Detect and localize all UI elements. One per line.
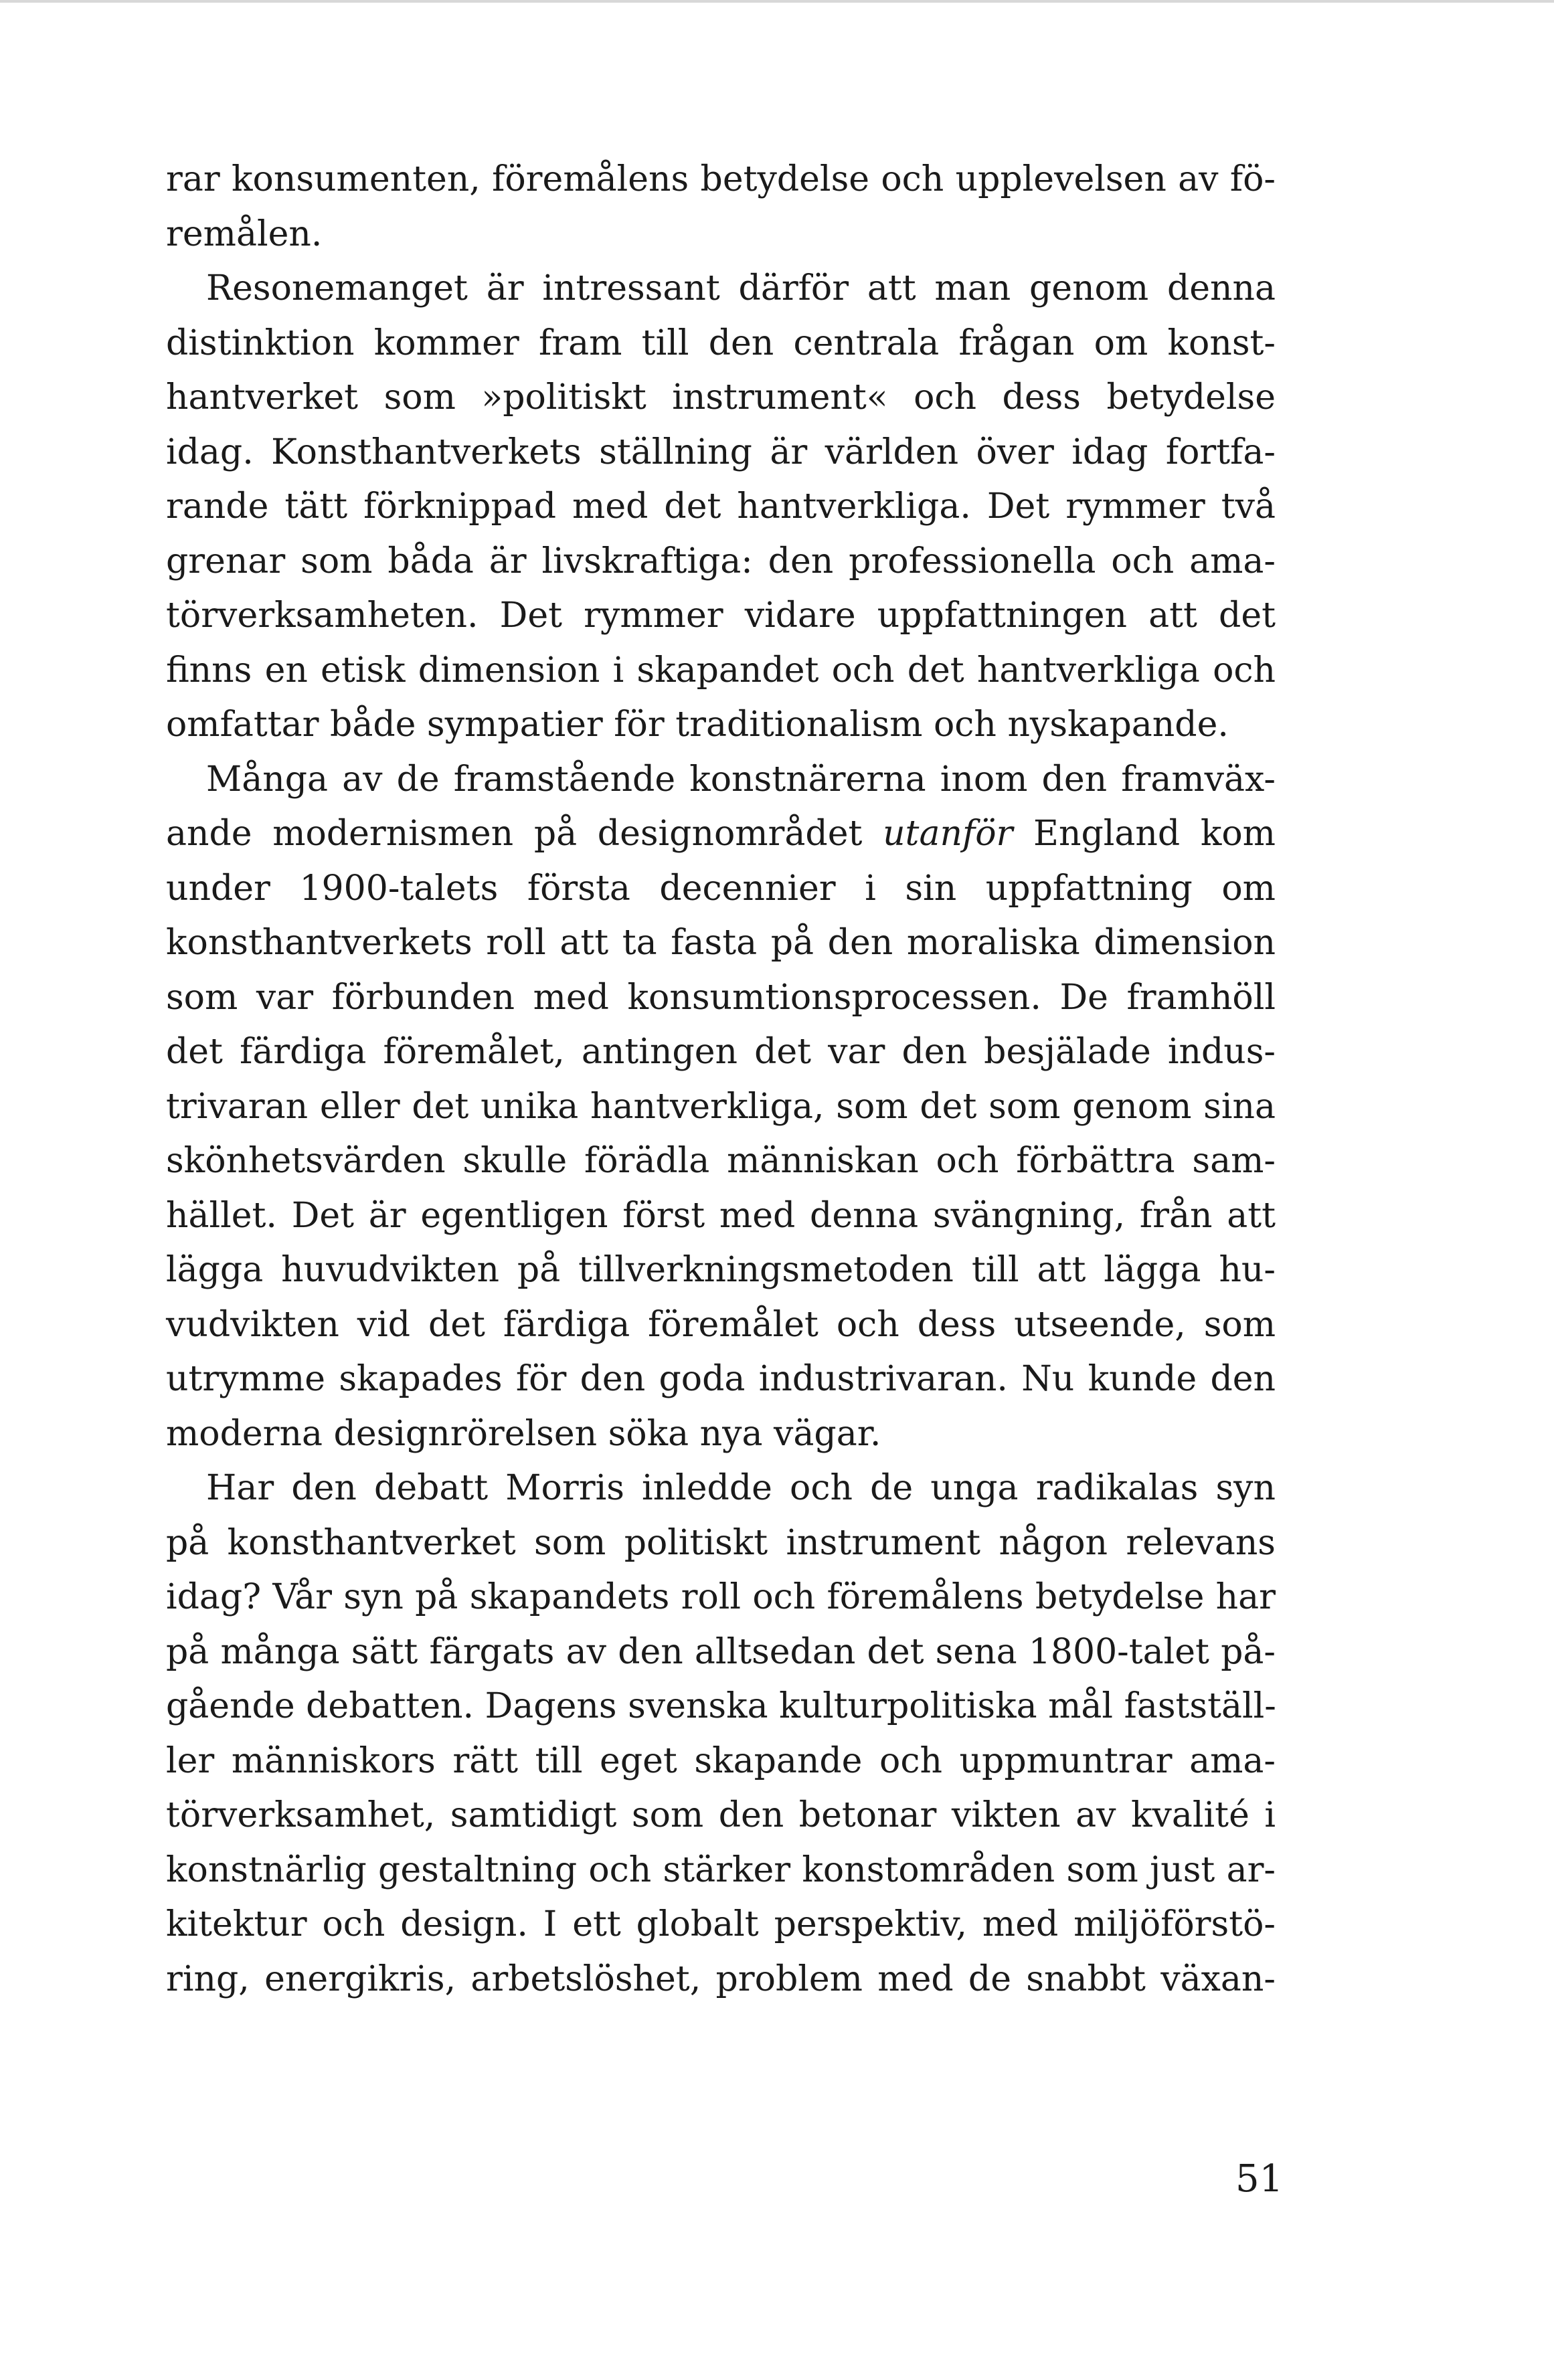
text-line: konstnärlig gestaltning och stärker konstområden som just ar- [166, 1849, 1276, 1890]
text-line: grenar som båda är livskraftiga: den professionella och ama- [166, 541, 1276, 581]
text-line: moderna designrörelsen söka nya vägar. [166, 1413, 881, 1454]
text-line: ande modernismen på designområdet utanför England kom [166, 814, 1276, 854]
text-line: distinktion kommer fram till den centrala frågan om konst- [166, 323, 1276, 363]
text-line: törverksamhet, samtidigt som den betonar vikten av kvalité i [166, 1795, 1276, 1835]
text-line: under 1900-talets första decennier i sin uppfattning om [166, 868, 1276, 909]
text-line: det färdiga föremålet, antingen det var den besjälade indus- [166, 1032, 1276, 1072]
text-line: idag? Vår syn på skapandets roll och föremålens betydelse har [166, 1577, 1276, 1617]
text-line: på konsthantverket som politiskt instrument någon relevans [166, 1522, 1276, 1563]
text-line: hället. Det är egentligen först med denna svängning, från att [166, 1195, 1276, 1236]
text-line: hantverket som »politiskt instrument« och dess betydelse [166, 377, 1276, 418]
text-line: finns en etisk dimension i skapandet och det hantverkliga och [166, 650, 1276, 691]
text-line: gående debatten. Dagens svenska kulturpolitiska mål fastställ- [166, 1686, 1276, 1726]
text-line: idag. Konsthantverkets ställning är världen över idag fortfa- [166, 432, 1276, 472]
text-line: törverksamheten. Det rymmer vidare uppfattningen att det [166, 596, 1276, 636]
body-text [166, 153, 1276, 2007]
page-top-edge [0, 0, 1554, 3]
text-line: konsthantverkets roll att ta fasta på den moraliska dimension [166, 923, 1276, 963]
text-line: som var förbunden med konsumtionsprocessen. De framhöll [166, 977, 1276, 1018]
text-line: kitektur och design. I ett globalt perspektiv, med miljöförstö- [166, 1904, 1276, 1944]
text-line: omfattar både sympatier för traditionalism och nyskapande. [166, 705, 1229, 745]
text-line: utrymme skapades för den goda industrivaran. Nu kunde den [166, 1359, 1276, 1399]
text-line: Har den debatt Morris inledde och de unga radikalas syn [206, 1468, 1276, 1508]
text-line: Resonemanget är intressant därför att man genom denna [206, 268, 1276, 308]
text-line: ring, energikris, arbetslöshet, problem med de snabbt växan- [166, 1958, 1276, 1999]
text-line: skönhetsvärden skulle förädla människan och förbättra sam- [166, 1141, 1276, 1181]
page-number: 51 [1235, 2157, 1284, 2201]
text-line: trivaran eller det unika hantverkliga, som det som genom sina [166, 1086, 1276, 1127]
text-line: remålen. [166, 213, 323, 254]
text-line: Många av de framstående konstnärerna inom den framväx- [206, 759, 1276, 800]
text-line: rande tätt förknippad med det hantverkliga. Det rymmer två [166, 486, 1276, 527]
text-line: ler människors rätt till eget skapande och uppmuntrar ama- [166, 1740, 1276, 1781]
text-line: rar konsumenten, föremålens betydelse och upplevelsen av fö- [166, 159, 1276, 199]
text-line: vudvikten vid det färdiga föremålet och dess utseende, som [166, 1304, 1276, 1345]
text-line: lägga huvudvikten på tillverkningsmetoden till att lägga hu- [166, 1250, 1276, 1290]
text-line: på många sätt färgats av den alltsedan det sena 1800-talet på- [166, 1631, 1276, 1672]
